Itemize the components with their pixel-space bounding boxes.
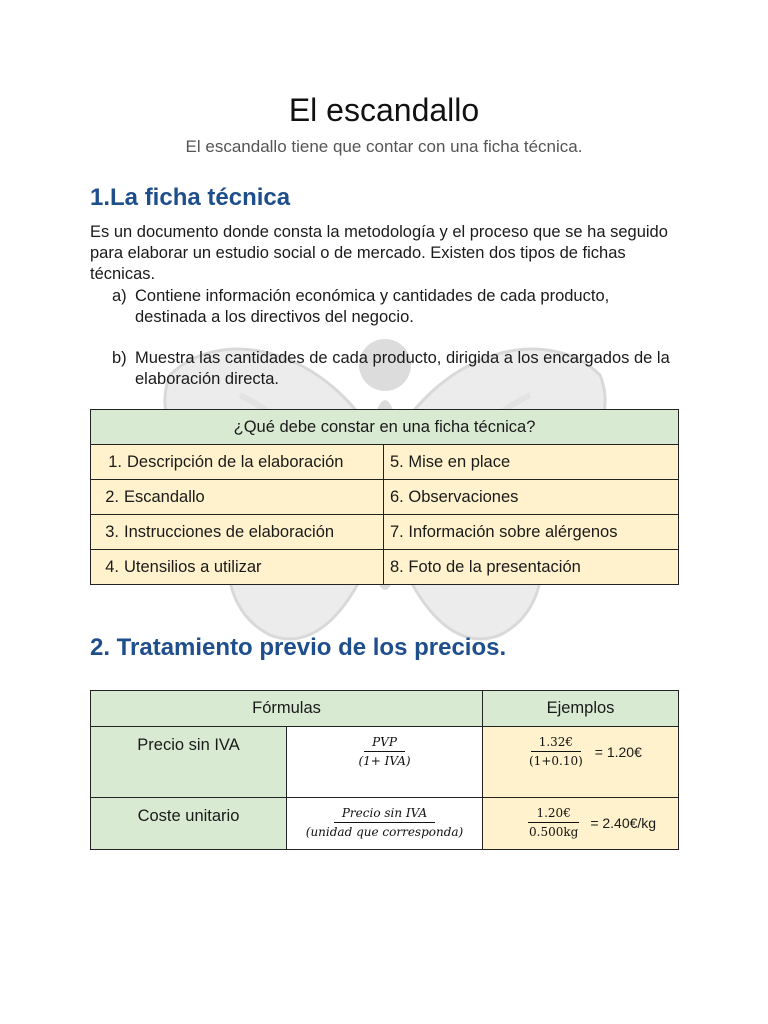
example-denominator: (1+0.10): [529, 754, 583, 768]
list-marker: a): [112, 287, 127, 305]
example-result: = 2.40€/kg: [590, 814, 657, 831]
table-header: ¿Qué debe constar en una ficha técnica?: [91, 410, 679, 445]
item-text: Observaciones: [408, 487, 519, 506]
item-number: 5.: [390, 452, 404, 471]
formula-cell: [287, 727, 483, 798]
example-fraction: [521, 735, 591, 768]
table-row: [91, 515, 679, 550]
item-number: 1.: [108, 452, 122, 471]
table-row: [91, 480, 679, 515]
table-cell: [384, 445, 679, 480]
example-numerator: 1.20€: [528, 806, 578, 823]
item-number: 2.: [105, 487, 119, 506]
precios-table: [90, 690, 679, 850]
table-row: [91, 445, 679, 480]
example-cell: [483, 798, 679, 850]
formulas-header: Fórmulas: [91, 691, 483, 727]
example-denominator: 0.500kg: [529, 825, 579, 839]
item-number: 3.: [105, 522, 119, 541]
list-item: [112, 286, 672, 328]
example-numerator: 1.32€: [531, 735, 581, 752]
list-text: Contiene información económica y cantidades de cada producto, destinada a los directivos del negocio.: [135, 287, 610, 326]
list-text: Muestra las cantidades de cada producto, dirigida a los encargados de la elaboración directa.: [135, 349, 670, 388]
document-subtitle: El escandallo tiene que contar con una ficha técnica.: [185, 137, 583, 156]
item-text: Utensilios a utilizar: [124, 557, 262, 576]
table-row: [91, 727, 679, 798]
formula-numerator: PVP: [364, 735, 405, 752]
formula-fraction: [298, 806, 471, 839]
formula-cell: [287, 798, 483, 850]
item-text: Foto de la presentación: [408, 557, 581, 576]
section-1-heading: 1.La ficha técnica: [90, 184, 291, 211]
example-fraction: [521, 806, 586, 839]
formula-denominator: (1+ IVA): [358, 754, 411, 768]
table-cell: [384, 480, 679, 515]
table-cell: [91, 515, 384, 550]
section-1-paragraph: Es un documento donde consta la metodología y el proceso que se ha seguido para elaborar un estudio social o de mercado. Existen dos tipos de fichas técnicas.: [90, 223, 668, 283]
document-title: El escandallo: [288, 92, 480, 128]
table-row: [91, 798, 679, 850]
table-cell: [91, 480, 384, 515]
list-marker: b): [112, 349, 127, 367]
table-cell: [91, 445, 384, 480]
formula-numerator: Precio sin IVA: [334, 806, 435, 823]
table-row: [91, 550, 679, 585]
row-label: Precio sin IVA: [91, 727, 287, 798]
table-cell: [384, 515, 679, 550]
list-item: [112, 348, 672, 390]
example-result: = 1.20€: [594, 743, 642, 760]
examples-header: Ejemplos: [483, 691, 679, 727]
item-number: 7.: [390, 522, 404, 541]
item-number: 4.: [105, 557, 119, 576]
item-number: 6.: [390, 487, 404, 506]
item-text: Escandallo: [124, 487, 205, 506]
row-label: Coste unitario: [91, 798, 287, 850]
item-text: Mise en place: [408, 452, 511, 471]
formula-denominator: (unidad que corresponda): [305, 825, 464, 839]
table-cell: [384, 550, 679, 585]
table-cell: [91, 550, 384, 585]
item-text: Información sobre alérgenos: [408, 522, 618, 541]
ficha-tecnica-table: [90, 409, 679, 585]
formula-fraction: [350, 735, 418, 768]
section-2-heading: 2. Tratamiento previo de los precios.: [90, 634, 507, 661]
example-cell: [483, 727, 679, 798]
item-text: Descripción de la elaboración: [127, 452, 344, 471]
item-number: 8.: [390, 557, 404, 576]
item-text: Instrucciones de elaboración: [124, 522, 335, 541]
